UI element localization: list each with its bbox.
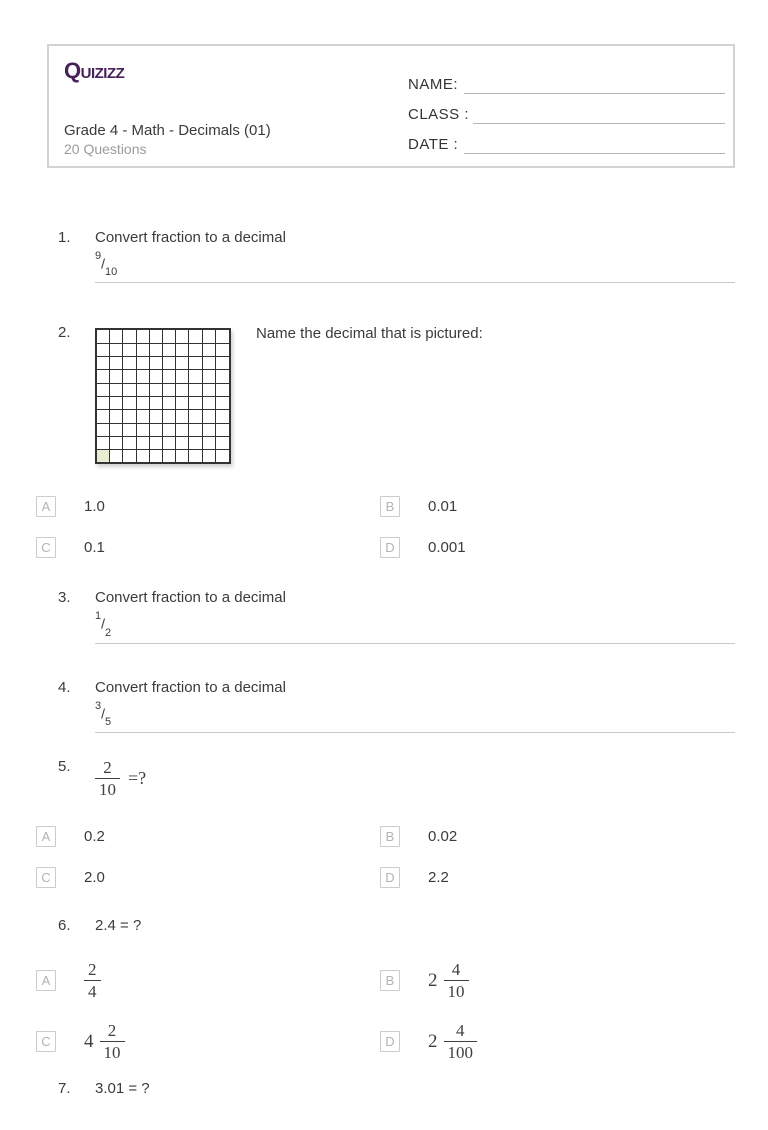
question-4 — [58, 678, 735, 733]
option-a[interactable] — [36, 959, 380, 1002]
grid-cell — [123, 344, 136, 357]
grid-cell — [203, 357, 216, 370]
grid-cell — [110, 450, 123, 462]
option-c[interactable] — [36, 1020, 380, 1063]
grid-cell — [176, 450, 189, 462]
question-5-expression — [95, 757, 735, 800]
option-c[interactable] — [36, 537, 380, 558]
date-field-row — [408, 124, 725, 154]
grid-cell — [123, 410, 136, 423]
grid-cell — [123, 450, 136, 462]
fraction-numerator: 2 — [103, 758, 112, 778]
question-5 — [58, 757, 735, 800]
date-label: DATE : — [408, 136, 459, 153]
fraction-denominator: 10 — [105, 266, 118, 279]
grid-cell — [97, 397, 110, 410]
grid-cell — [97, 424, 110, 437]
grid-cell — [176, 344, 189, 357]
grid-cell — [97, 370, 110, 383]
grid-cell — [203, 370, 216, 383]
grid-cell — [216, 384, 229, 397]
question-1-number: 1. — [58, 229, 71, 246]
quizizz-logo: Quizizz — [64, 58, 125, 83]
name-blank[interactable] — [464, 78, 725, 94]
option-c-text: 2.0 — [84, 869, 105, 887]
option-a-letter-box: A — [36, 496, 56, 517]
grid-cell — [176, 370, 189, 383]
grid-cell — [123, 397, 136, 410]
option-a-text: 1.0 — [84, 498, 105, 516]
grid-cell — [137, 437, 150, 450]
fraction-denominator: 100 — [444, 1041, 478, 1063]
fraction-denominator: 2 — [105, 626, 112, 639]
option-d[interactable] — [380, 537, 735, 558]
option-b-text: 0.01 — [428, 498, 458, 516]
question-1-answer-blank[interactable]: $^9/_{10}$ — [95, 250, 735, 283]
option-c-letter-box: C — [36, 1031, 56, 1052]
option-c-letter-box: C — [36, 867, 56, 888]
grid-cell — [137, 344, 150, 357]
fraction-numerator: 9 — [95, 250, 102, 262]
grid-cell — [137, 424, 150, 437]
grid-cell — [216, 370, 229, 383]
grid-cell — [203, 410, 216, 423]
grid-cell — [176, 397, 189, 410]
grid-cell — [137, 384, 150, 397]
question-1-prompt: Convert fraction to a decimal — [95, 229, 286, 246]
fraction-denominator: 10 — [95, 778, 120, 800]
grid-cell — [150, 344, 163, 357]
grid-cell — [123, 370, 136, 383]
grid-cell — [176, 357, 189, 370]
hundredths-grid — [95, 328, 231, 464]
option-d[interactable] — [380, 1020, 735, 1063]
fraction-numerator: 1 — [95, 610, 102, 623]
grid-cell — [216, 437, 229, 450]
grid-cell — [110, 370, 123, 383]
grid-cell — [203, 424, 216, 437]
option-d-text: 0.001 — [428, 539, 466, 557]
grid-cell — [216, 330, 229, 343]
grid-cell — [97, 330, 110, 343]
stacked-fraction — [84, 959, 101, 1002]
question-7 — [58, 1079, 735, 1098]
option-b[interactable] — [380, 496, 735, 517]
fraction-denominator: 10 — [100, 1041, 125, 1063]
grid-cell — [189, 424, 202, 437]
grid-cell — [203, 344, 216, 357]
stacked-fraction — [444, 959, 469, 1002]
option-c-value — [84, 1020, 125, 1063]
grid-cell — [176, 410, 189, 423]
question-6 — [58, 916, 735, 935]
fraction-denominator: 10 — [444, 980, 469, 1002]
option-b[interactable] — [380, 826, 735, 847]
grid-cell — [216, 450, 229, 462]
grid-cell — [176, 437, 189, 450]
name-label: NAME: — [408, 76, 459, 93]
grid-cell — [123, 330, 136, 343]
stacked-fraction — [95, 757, 120, 800]
question-2-number: 2. — [58, 324, 71, 342]
grid-cell — [150, 410, 163, 423]
option-a-value — [84, 959, 101, 1002]
grid-cell — [216, 397, 229, 410]
grid-cell — [216, 344, 229, 357]
option-a-letter-box: A — [36, 970, 56, 991]
question-6-options — [36, 959, 735, 1063]
grid-cell — [137, 330, 150, 343]
grid-cell — [97, 437, 110, 450]
option-b[interactable] — [380, 959, 735, 1002]
option-b-value — [428, 959, 469, 1002]
grid-cell — [163, 437, 176, 450]
grid-cell — [137, 450, 150, 462]
option-b-letter-box: B — [380, 496, 400, 517]
question-3-prompt: Convert fraction to a decimal — [95, 589, 286, 607]
grid-cell — [189, 410, 202, 423]
option-b-letter-box: B — [380, 826, 400, 847]
worksheet-header — [47, 44, 735, 168]
question-3-number: 3. — [58, 589, 71, 607]
option-b-text: 0.02 — [428, 828, 458, 846]
fraction-numerator: 3 — [95, 699, 102, 712]
grid-cell — [189, 397, 202, 410]
option-d-letter-box: D — [380, 537, 400, 558]
question-5-options — [36, 826, 735, 888]
question-count: 20 Questions — [64, 141, 147, 157]
grid-cell — [123, 357, 136, 370]
grid-cell — [163, 450, 176, 462]
grid-cell — [150, 357, 163, 370]
option-c[interactable] — [36, 867, 380, 888]
grid-cell — [110, 344, 123, 357]
grid-cell — [137, 370, 150, 383]
question-5-number: 5. — [58, 758, 71, 776]
fraction-denominator: 4 — [84, 980, 101, 1002]
question-4-answer-blank[interactable]: $^3/_5$ — [95, 700, 735, 733]
grid-cell — [203, 437, 216, 450]
grid-cell — [203, 384, 216, 397]
grid-cell — [189, 357, 202, 370]
grid-cell — [163, 330, 176, 343]
grid-cell — [150, 424, 163, 437]
name-field-row — [408, 64, 725, 94]
fraction-denominator: 5 — [105, 716, 112, 729]
grid-cell — [163, 424, 176, 437]
fraction-numerator: 4 — [451, 960, 461, 980]
grid-cell — [189, 437, 202, 450]
grid-cell — [123, 424, 136, 437]
grid-cell — [110, 410, 123, 423]
grid-cell — [163, 410, 176, 423]
stacked-fraction — [100, 1020, 125, 1063]
grid-cell — [203, 397, 216, 410]
worksheet-title: Grade 4 - Math - Decimals (01) — [64, 122, 271, 139]
question-3-answer-blank[interactable]: $^1/_2$ — [95, 610, 735, 643]
grid-cell — [110, 424, 123, 437]
grid-cell-shaded — [97, 450, 110, 462]
grid-cell — [163, 357, 176, 370]
grid-cell — [163, 344, 176, 357]
question-1 — [58, 228, 735, 283]
question-7-number: 7. — [58, 1080, 71, 1098]
grid-cell — [110, 384, 123, 397]
grid-cell — [189, 344, 202, 357]
whole-number: 2 — [428, 1030, 438, 1052]
grid-cell — [137, 397, 150, 410]
option-c-text: 0.1 — [84, 539, 105, 557]
option-d[interactable] — [380, 867, 735, 888]
grid-cell — [189, 450, 202, 462]
question-6-prompt: 2.4 = ? — [95, 917, 142, 935]
option-a[interactable] — [36, 496, 380, 517]
grid-cell — [110, 437, 123, 450]
question-4-number: 4. — [58, 678, 71, 696]
grid-cell — [97, 357, 110, 370]
grid-cell — [176, 424, 189, 437]
whole-number: 4 — [84, 1030, 94, 1052]
grid-cell — [150, 384, 163, 397]
grid-cell — [110, 357, 123, 370]
grid-cell — [216, 410, 229, 423]
option-a-letter-box: A — [36, 826, 56, 847]
grid-cell — [123, 384, 136, 397]
grid-cell — [176, 384, 189, 397]
grid-cell — [137, 357, 150, 370]
grid-cell — [97, 384, 110, 397]
grid-cell — [216, 424, 229, 437]
grid-cell — [150, 450, 163, 462]
question-2-options — [36, 496, 735, 558]
option-d-value — [428, 1020, 477, 1063]
grid-cell — [163, 384, 176, 397]
date-blank[interactable] — [464, 138, 725, 154]
grid-cell — [150, 397, 163, 410]
option-d-letter-box: D — [380, 1031, 400, 1052]
grid-cell — [97, 344, 110, 357]
grid-cell — [123, 437, 136, 450]
stacked-fraction — [444, 1020, 478, 1063]
grid-cell — [110, 330, 123, 343]
worksheet-meta — [64, 122, 271, 157]
grid-cell — [137, 410, 150, 423]
option-c-letter-box: C — [36, 537, 56, 558]
question-6-number: 6. — [58, 917, 71, 935]
fraction-numerator: 2 — [88, 960, 97, 980]
equals-question: =? — [128, 768, 147, 789]
class-blank[interactable] — [473, 108, 725, 124]
grid-cell — [189, 384, 202, 397]
question-2-prompt: Name the decimal that is pictured: — [256, 325, 483, 343]
grid-cell — [110, 397, 123, 410]
fraction-numerator: 4 — [456, 1021, 465, 1041]
grid-cell — [189, 370, 202, 383]
option-d-letter-box: D — [380, 867, 400, 888]
grid-cell — [203, 450, 216, 462]
option-d-text: 2.2 — [428, 869, 449, 887]
question-7-prompt: 3.01 = ? — [95, 1080, 150, 1098]
class-label: CLASS : — [408, 106, 470, 123]
option-a-text: 0.2 — [84, 828, 105, 846]
student-fields — [408, 64, 725, 154]
question-2 — [58, 323, 735, 464]
grid-cell — [163, 370, 176, 383]
grid-cell — [163, 397, 176, 410]
grid-cell — [150, 330, 163, 343]
fraction-numerator: 2 — [107, 1021, 117, 1041]
option-a[interactable] — [36, 826, 380, 847]
question-3 — [58, 588, 735, 643]
grid-cell — [150, 437, 163, 450]
option-b-letter-box: B — [380, 970, 400, 991]
question-4-prompt: Convert fraction to a decimal — [95, 678, 286, 696]
grid-cell — [203, 330, 216, 343]
whole-number: 2 — [428, 969, 438, 991]
grid-cell — [216, 357, 229, 370]
grid-cell — [150, 370, 163, 383]
grid-cell — [97, 410, 110, 423]
grid-cell — [189, 330, 202, 343]
class-field-row — [408, 94, 725, 124]
grid-cell — [176, 330, 189, 343]
